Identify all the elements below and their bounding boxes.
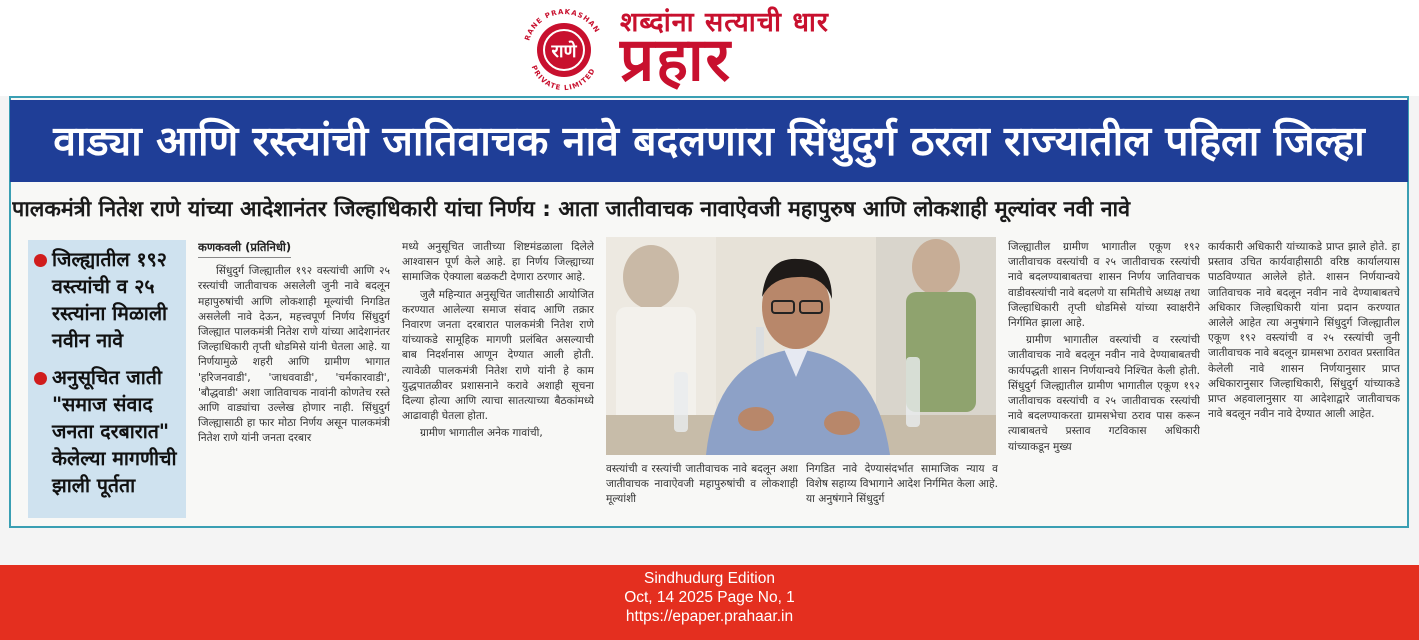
article-paragraph: सिंधुदुर्ग जिल्ह्यातील १९२ वस्त्यांची आणि २५ रस्त्यांची जातीवाचक असलेली जुनी नावे बदलून महापुरुषांची आणि लोकशाही मूल्यांची निगडित असलेली नावे देऊन, महत्त्वपूर्ण निर्णय सिंधुदुर्ग जिल्ह्यात पालकमंत्री नितेश राणे यांच्या आदेशानंतर जिल्हाधिकारी तृप्ती धोडमिसे यांनी घेतला आहे. या निर्णयामुळे शहरी आणि ग्रामीण भागात 'हरिजनवाडी', 'जाधववाडी', 'चर्मकारवाडी', 'बौद्धवाडी' अशा जातिवाचक नावांनी कोणतेच रस्ते आणि वाड्यांचा उल्लेख होणार नाही. सिंधुदुर्ग जिल्ह्यासाठी हा फार मोठा निर्णय असून पालकमंत्री नितेश राणे यांनी जनता दरबार: [198, 265, 390, 445]
article-photo: [606, 237, 996, 455]
masthead-tagline: शब्दांना सत्याची धार: [620, 7, 829, 38]
highlight-text: जिल्ह्यातील १९२ वस्त्यांची व २५ रस्त्यांना मिळाली नवीन नावे: [52, 248, 168, 352]
svg-text:PRIVATE LIMITED: PRIVATE LIMITED: [529, 64, 598, 92]
article-column-4: [806, 462, 998, 520]
article-column-3: [606, 462, 798, 520]
byline: कणकवली (प्रतिनिधी): [198, 240, 291, 258]
article-paragraph: वस्त्यांची व रस्त्यांची जातीवाचक नावे बदलून अशा जातीवाचक नावाऐवजी महापुरुषांची व लोकशाही मूल्यांशी: [606, 463, 798, 506]
edition-name: Sindhudurg Edition: [644, 570, 775, 587]
article-paragraph: निगडित नावे देण्यासंदर्भात सामाजिक न्याय व विशेष सहाय्य विभागाने आदेश निर्गमित केला आहे. या अनुषंगाने सिंधुदुर्ग: [806, 463, 998, 506]
prahaar-logo: [518, 4, 610, 92]
article-paragraph: जुलै महिन्यात अनुसूचित जातीसाठी आयोजित करण्यात आलेल्या समाज संवाद आणि तक्रार निवारण जनता दरबारात पालकमंत्री नितेश राणे यांच्याकडे सामूहिक मागणी प्रलंबित असल्याची बाब निदर्शनास आणून देण्यात आली होती. त्यावेळी पालकमंत्री नितेश राणे यांनी हे काम युद्धपातळीवर प्रशासनाने करावे अशाही सूचना दिल्या होत्या आणि त्याचा सातत्याच्या बैठकांमध्ये आढावाही घेतला होता.: [402, 288, 594, 423]
highlights-box: [28, 240, 186, 518]
epaper-link[interactable]: https://epaper.prahaar.in: [625, 608, 794, 625]
article-paragraph: ग्रामीण भागातील वस्त्यांची व रस्त्यांची जातीवाचक नावे बदलून नवीन नावे देण्याबाबतची कार्यपद्धती शासन निर्णयान्वये निश्चित केली होती. सिंधुदुर्ग जिल्ह्यातील ग्रामीण भागातील एकूण १९२ जातीवाचक वस्त्यांची व २५ जातीवाचक रस्त्यांची नावे बदलण्याकरता ग्रामसभेचा ठराव पास करून त्याबाबतचे प्रस्ताव गटविकास अधिकारी यांच्याकडून मुख्य: [1008, 334, 1200, 453]
bullet-icon: [34, 254, 47, 267]
article-paragraph: जिल्ह्यातील ग्रामीण भागातील एकूण १९२ जातीवाचक वस्त्यांची व २५ जातीवाचक रस्त्यांची नावे बदलण्याबाबतचा शासन निर्णय जातिवाचक वाडीवस्त्यांची नावे बदलणे या समितीचे अध्यक्ष तथा जिल्हाधिकारी तृप्ती धोडमिसे यांच्या स्वाक्षरीने निर्गमित झाला आहे.: [1008, 241, 1200, 330]
article-paragraph: मध्ये अनुसूचित जातीच्या शिष्टमंडळाला दिलेले आश्वासन पूर्ण केले आहे. हा निर्णय जिल्ह्याच्या सामाजिक ऐक्याला बळकटी देणारा ठरणार आहे.: [402, 241, 594, 284]
highlight-text: अनुसूचित जाती "समाज संवाद जनता दरबारात" केलेल्या मागणीची झाली पूर्तता: [52, 366, 177, 497]
article-column-2: [402, 240, 594, 520]
svg-text:राणे: राणे: [551, 41, 577, 62]
highlight-item: [28, 240, 186, 358]
edition-footer: [0, 565, 1419, 640]
article-paragraph: ग्रामीण भागातील अनेक गावांची,: [420, 427, 543, 440]
highlight-item: [28, 358, 186, 503]
svg-text:RANE PRAKASHAN: RANE PRAKASHAN: [523, 7, 602, 42]
article-headline: वाड्या आणि रस्त्यांची जातिवाचक नावे बदलणारा सिंधुदुर्ग ठरला राज्यातील पहिला जिल्हा: [10, 100, 1408, 182]
masthead-brand: प्रहार: [620, 25, 733, 95]
article-subhead: पालकमंत्री नितेश राणे यांच्या आदेशानंतर जिल्हाधिकारी यांचा निर्णय : आता जातीवाचक नावाऐवजी महापुरुष आणि लोकशाही मूल्यांवर नवी नावे: [12, 197, 1131, 222]
article-column-6: [1208, 240, 1400, 520]
article-paragraph: कार्यकारी अधिकारी यांच्याकडे प्राप्त झाले होते. हा प्रस्ताव उचित कार्यवाहीसाठी वरिष्ठ कार्यालयास पाठविण्यात आलेले होते. शासन निर्णयान्वये जातिवाचक नावे बदलून नवीन नावे देण्याबाबतचे अधिकार जिल्हाधिकारी यांना प्रदान करण्यात आलेले आहेत त्या अनुषंगाने सिंधुदुर्ग जिल्ह्यातील एकूण १९२ वस्त्यांची व २५ रस्त्यांची जुनी जातीवाचक नावे बदलून ग्रामसभा ठरावत प्रस्तावित केलेली नावे शासन निर्णयानुसार प्राप्त अधिकारानुसार जिल्हाधिकारी, सिंधुदुर्ग यांच्याकडे प्राप्त अहवालानुसार या आदेशाद्वारे जातीवाचक नावे बदलून नवीन नावे देण्यात आली आहेत.: [1208, 241, 1400, 421]
masthead: [0, 0, 1419, 96]
article-column-1: [198, 240, 390, 520]
edition-date-page: Oct, 14 2025 Page No, 1: [624, 589, 795, 606]
photo-illustration: [606, 237, 996, 455]
bullet-icon: [34, 372, 47, 385]
article-column-5: [1008, 240, 1200, 520]
